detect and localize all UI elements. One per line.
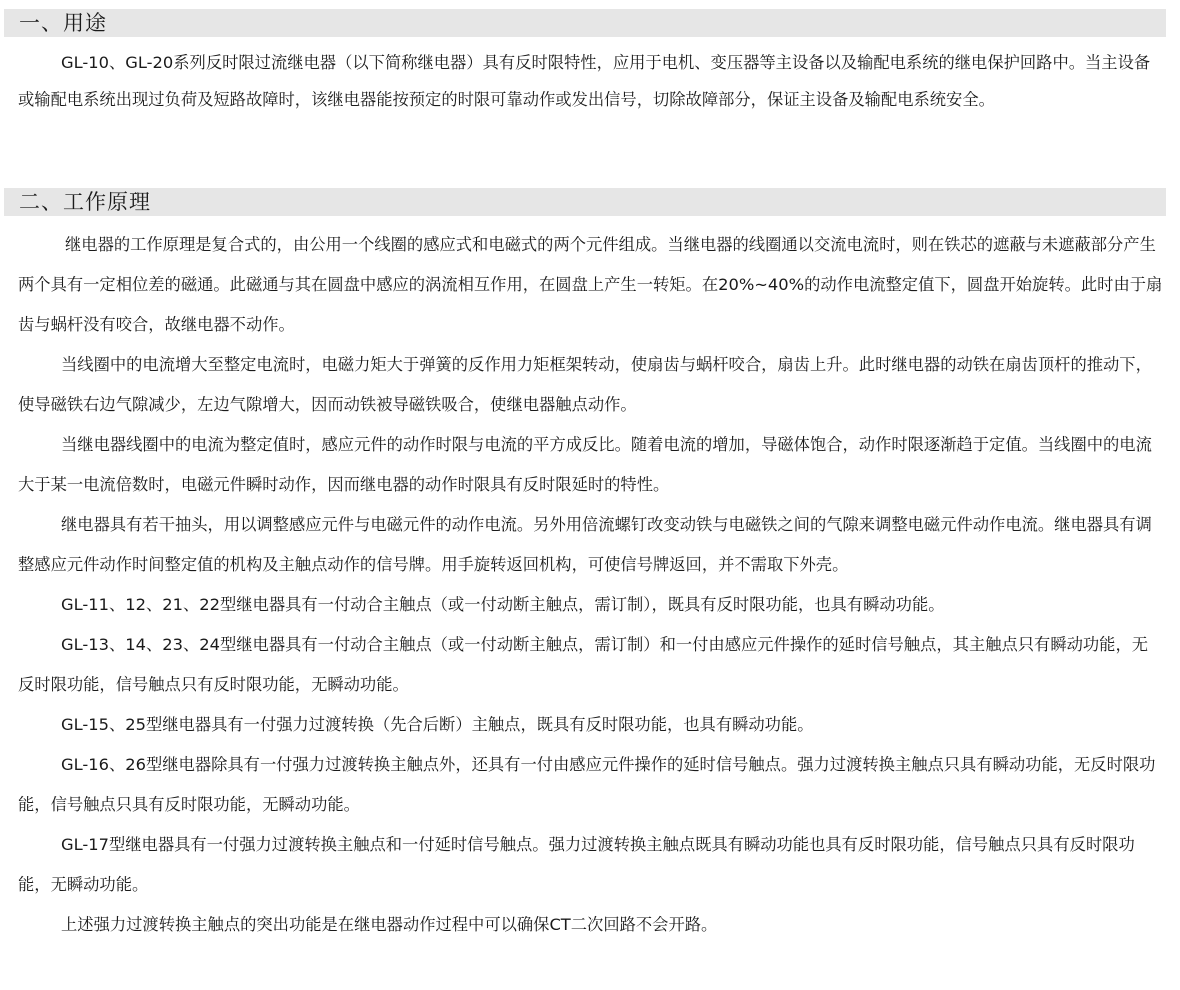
paragraph-usage: GL-10、GL-20系列反时限过流继电器（以下简称继电器）具有反时限特性，应用于电机、变压器等主设备以及输配电系统的继电保护回路中。当主设备或输配电系统出现过负荷及短路故障时，该继电器能按预定的时限可靠动作或发出信号，切除故障部分，保证主设备及输配电系统安全。 <box>18 53 1151 109</box>
paragraph-principle-3: 当继电器线圈中的电流为整定值时，感应元件的动作时限与电流的平方成反比。随着电流的增加，导磁体饱合，动作时限逐渐趋于定值。当线圈中的电流大于某一电流倍数时，电磁元件瞬时动作，因而继电器的动作时限具有反时限延时的特性。 <box>18 435 1152 494</box>
paragraph-principle-1: 继电器的工作原理是复合式的，由公用一个线圈的感应式和电磁式的两个元件组成。当继电器的线圈通以交流电流时，则在铁芯的遮蔽与未遮蔽部分产生两个具有一定相位差的磁通。此磁通与其在圆盘中感应的涡流相互作用，在圆盘上产生一转矩。在20%~40%的动作电流整定值下，圆盘开始旋转。此时由于扇齿与蜗杆没有咬合，故继电器不动作。 <box>18 235 1163 334</box>
paragraph-principle-9: GL-17型继电器具有一付强力过渡转换主触点和一付延时信号触点。强力过渡转换主触点既具有瞬动功能也具有反时限功能，信号触点只具有反时限功能，无瞬动功能。 <box>18 835 1135 894</box>
paragraph-principle-10: 上述强力过渡转换主触点的突出功能是在继电器动作过程中可以确保CT二次回路不会开路。 <box>61 915 718 934</box>
paragraph-principle-6: GL-13、14、23、24型继电器具有一付动合主触点（或一付动断主触点，需订制）和一付由感应元件操作的延时信号触点，其主触点只有瞬动功能，无反时限功能，信号触点只有反时限功能，无瞬动功能。 <box>18 635 1149 694</box>
section-title-principle: 二、工作原理 <box>4 188 1166 216</box>
paragraph-principle-7: GL-15、25型继电器具有一付强力过渡转换（先合后断）主触点，既具有反时限功能，也具有瞬动功能。 <box>61 715 814 734</box>
paragraph-principle-5: GL-11、12、21、22型继电器具有一付动合主触点（或一付动断主触点，需订制），既具有反时限功能，也具有瞬动功能。 <box>61 595 945 614</box>
paragraph-principle-8: GL-16、26型继电器除具有一付强力过渡转换主触点外，还具有一付由感应元件操作的延时信号触点。强力过渡转换主触点只具有瞬动功能，无反时限功能，信号触点只具有反时限功能，无瞬动功能。 <box>18 755 1156 814</box>
paragraph-principle-4: 继电器具有若干抽头，用以调整感应元件与电磁元件的动作电流。另外用倍流螺钉改变动铁与电磁铁之间的气隙来调整电磁元件动作电流。继电器具有调整感应元件动作时间整定值的机构及主触点动作的信号牌。用手旋转返回机构，可使信号牌返回，并不需取下外壳。 <box>18 515 1152 574</box>
section-title-usage: 一、用途 <box>4 9 1166 37</box>
paragraph-principle-2: 当线圈中的电流增大至整定电流时，电磁力矩大于弹簧的反作用力矩框架转动，使扇齿与蜗杆咬合，扇齿上升。此时继电器的动铁在扇齿顶杆的推动下，使导磁铁右边气隙减少，左边气隙增大，因而动铁被导磁铁吸合，使继电器触点动作。 <box>18 355 1152 414</box>
